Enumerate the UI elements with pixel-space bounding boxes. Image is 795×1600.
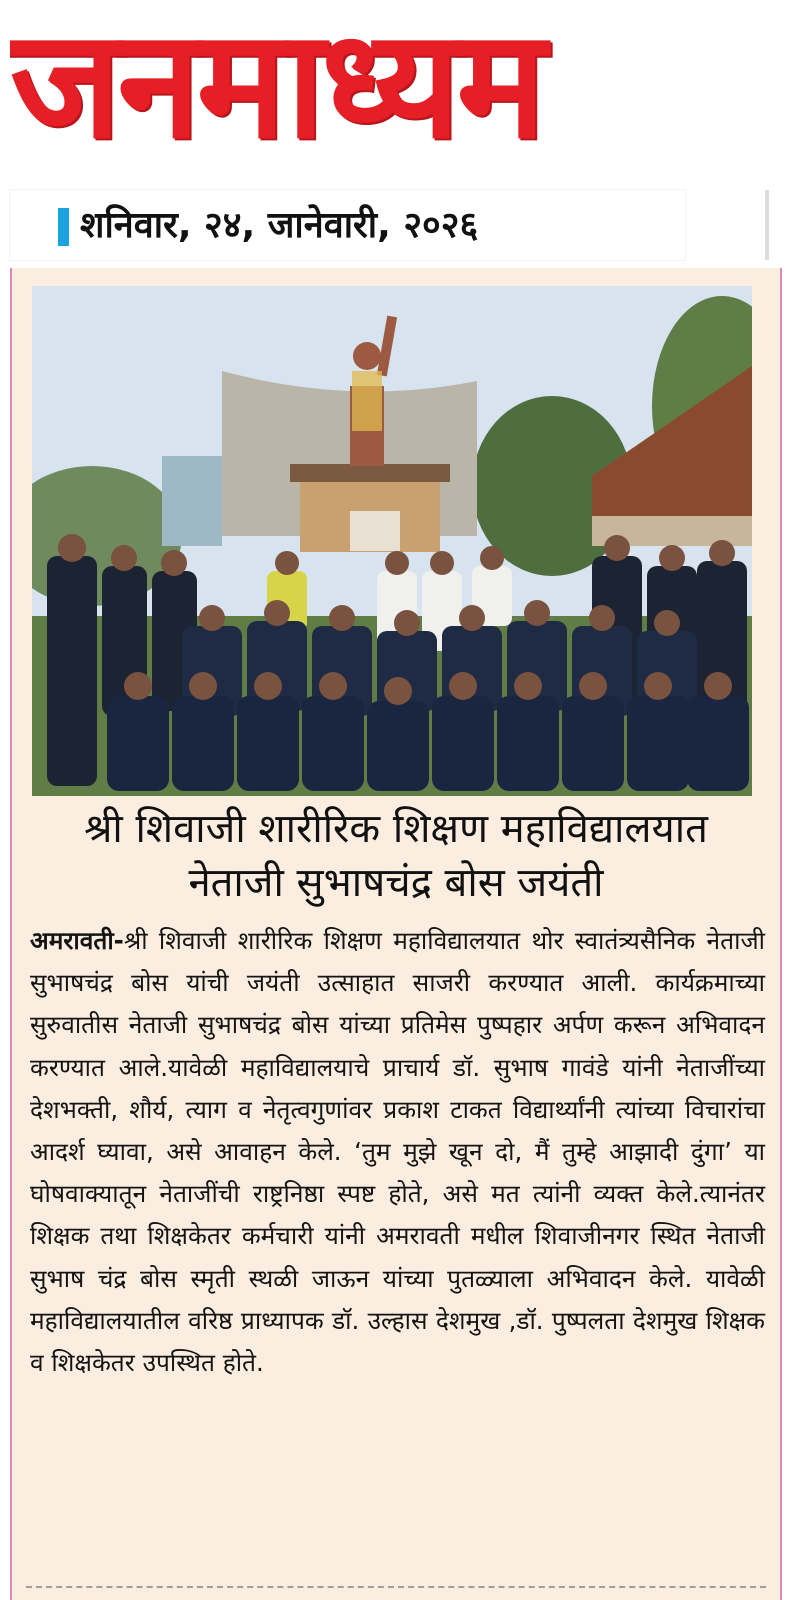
article-photo [32,286,752,796]
article-body [30,920,765,1384]
news-article [10,268,782,1600]
article-body-text: श्री शिवाजी शारीरिक शिक्षण महाविद्यालयात थोर स्वातंत्र्यसैनिक नेताजी सुभाषचंद्र बोस यांची जयंती उत्साहात साजरी करण्यात आली. कार्यक्रमाच्या सुरुवातीस नेताजी सुभाषचंद्र बोस यांच्या प्रतिमेस पुष्पहार अर्पण करून अभिवादन करण्यात आले.यावेळी महाविद्यालयाचे प्राचार्य डॉ. सुभाष गावंडे यांनी नेताजींच्या देशभक्ती, शौर्य, त्याग व नेतृत्वगुणांवर प्रकाश टाकत विद्यार्थ्यांनी त्यांच्या विचारांचा आदर्श घ्यावा, असे आवाहन केले. ‘तुम मुझे खून दो, मैं तुम्हे आझादी दुंगा’ या घोषवाक्यातून नेताजींची राष्ट्रनिष्ठा स्पष्ट होते, असे मत त्यांनी व्यक्त केले.त्यानंतर शिक्षक तथा शिक्षकेतर कर्मचारी यांनी अमरावती मधील शिवाजीनगर स्थित नेताजी सुभाष चंद्र बोस स्मृती स्थळी जाऊन यांच्या पुतळ्याला अभिवादन केले. यावेळी महाविद्यालयातील वरिष्ठ प्राध्यापक डॉ. उल्हास देशमुख ,डॉ. पुष्पलता देशमुख शिक्षक व शिक्षकेतर उपस्थित होते. [30,926,765,1378]
issue-date: शनिवार, २४, जानेवारी, २०२६ [80,205,479,246]
divider [26,1586,766,1588]
headline-line-2: नेताजी सुभाषचंद्र बोस जयंती [188,860,604,906]
dateline: अमरावती- [30,926,124,955]
masthead [0,0,795,185]
divider [765,190,769,260]
group-photo-statue-icon [32,286,752,796]
article-headline [20,802,772,910]
date-strip [10,190,685,260]
date-marker-icon [58,208,69,246]
headline-line-1: श्री शिवाजी शारीरिक शिक्षण महाविद्यालयात [84,806,708,852]
newspaper-logo: जनमाध्यम [10,0,543,172]
